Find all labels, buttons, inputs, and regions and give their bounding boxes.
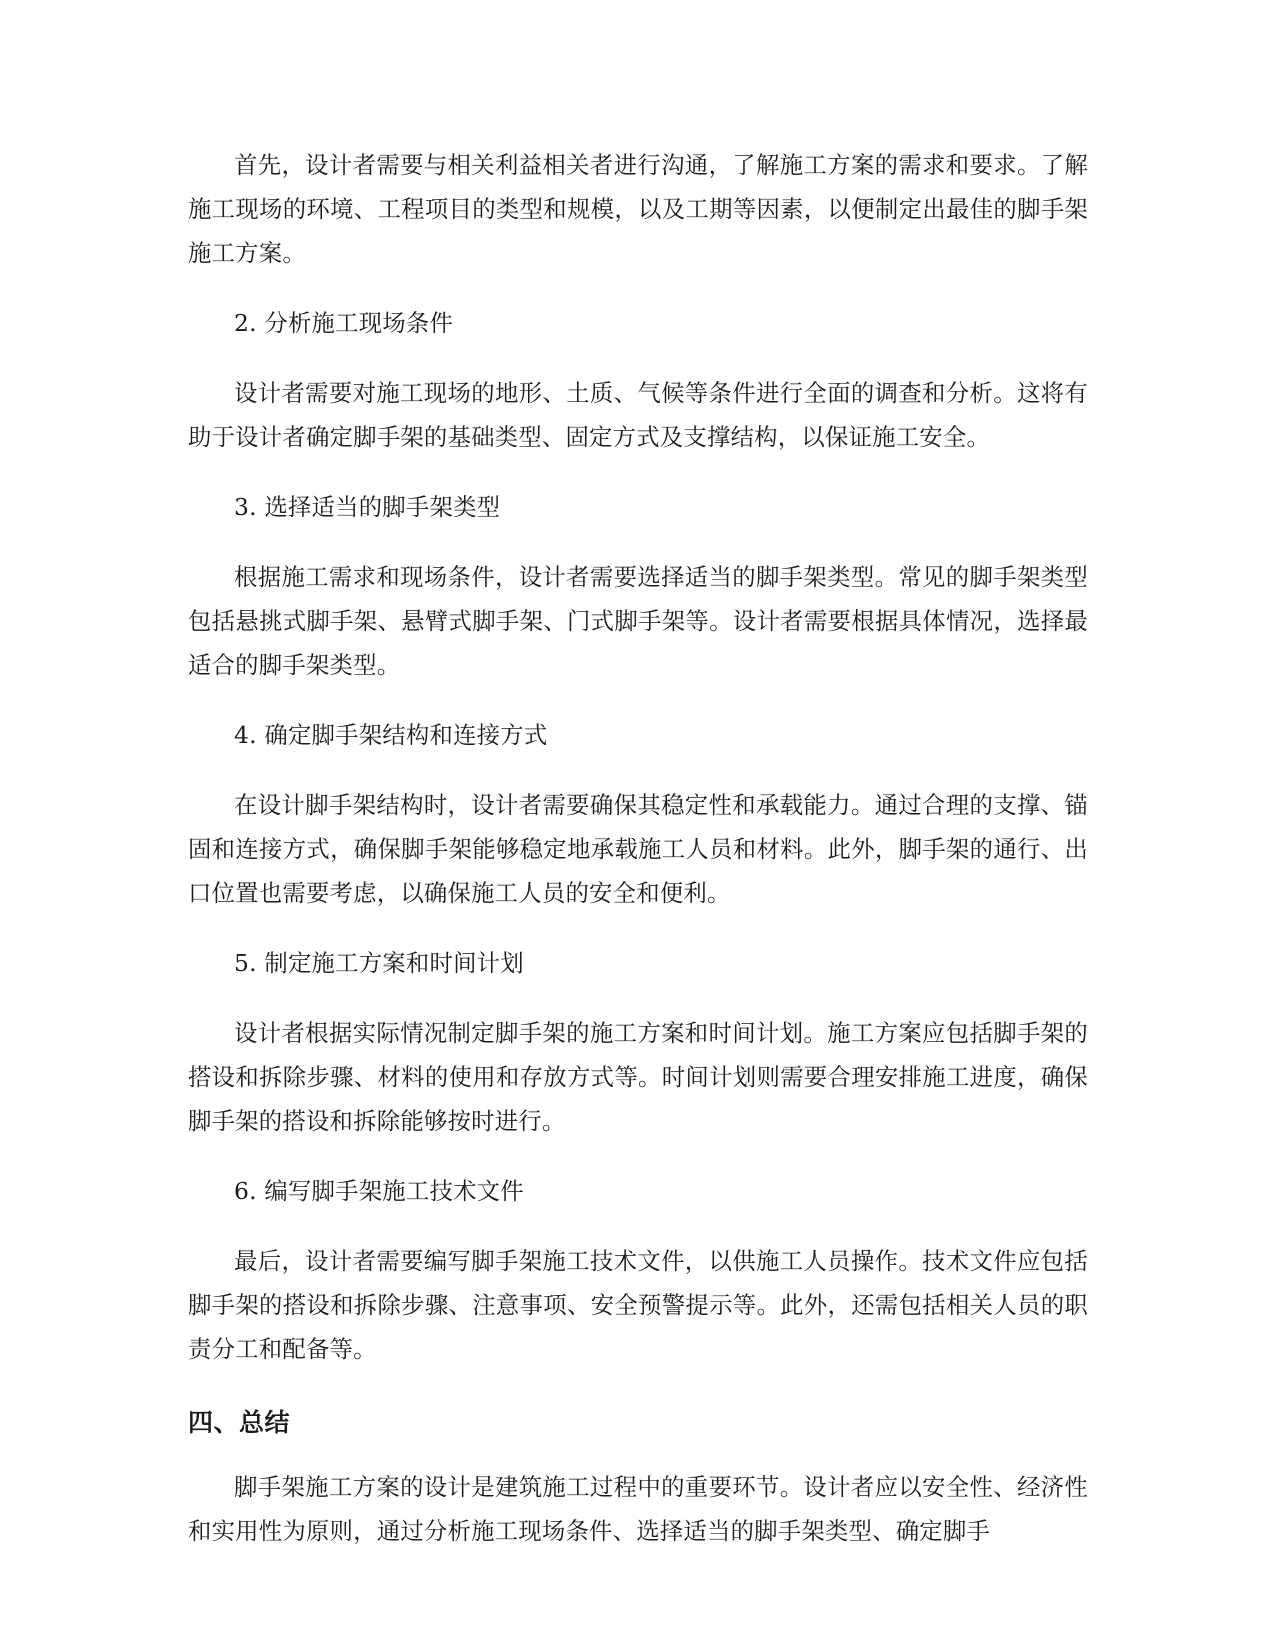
- paragraph-intro: 首先，设计者需要与相关利益相关者进行沟通，了解施工方案的需求和要求。了解施工现场的环境、工程项目的类型和规模，以及工期等因素，以便制定出最佳的脚手架施工方案。: [188, 151, 1088, 267]
- paragraph-6: 最后，设计者需要编写脚手架施工技术文件，以供施工人员操作。技术文件应包括脚手架的搭设和拆除步骤、注意事项、安全预警提示等。此外，还需包括相关人员的职责分工和配备等。: [188, 1247, 1088, 1363]
- section-heading-summary: 四、总结: [188, 1408, 291, 1437]
- paragraph-2: 设计者需要对施工现场的地形、土质、气候等条件进行全面的调查和分析。这将有助于设计者确定脚手架的基础类型、固定方式及支撑结构，以保证施工安全。: [188, 379, 1088, 451]
- item-title-6: 6. 编写脚手架施工技术文件: [234, 1177, 524, 1205]
- document-body: [188, 143, 1088, 1579]
- item-title-4: 4. 确定脚手架结构和连接方式: [234, 721, 548, 749]
- paragraph-summary: 脚手架施工方案的设计是建筑施工过程中的重要环节。设计者应以安全性、经济性和实用性为原则，通过分析施工现场条件、选择适当的脚手架类型、确定脚手: [188, 1473, 1088, 1545]
- item-title-5: 5. 制定施工方案和时间计划: [234, 949, 524, 977]
- paragraph-4: 在设计脚手架结构时，设计者需要确保其稳定性和承载能力。通过合理的支撑、锚固和连接方式，确保脚手架能够稳定地承载施工人员和材料。此外，脚手架的通行、出口位置也需要考虑，以确保施工人员的安全和便利。: [188, 791, 1088, 907]
- item-title-2: 2. 分析施工现场条件: [234, 309, 454, 337]
- item-title-3: 3. 选择适当的脚手架类型: [234, 493, 501, 521]
- paragraph-3: 根据施工需求和现场条件，设计者需要选择适当的脚手架类型。常见的脚手架类型包括悬挑式脚手架、悬臂式脚手架、门式脚手架等。设计者需要根据具体情况，选择最适合的脚手架类型。: [188, 563, 1088, 679]
- paragraph-5: 设计者根据实际情况制定脚手架的施工方案和时间计划。施工方案应包括脚手架的搭设和拆除步骤、材料的使用和存放方式等。时间计划则需要合理安排施工进度，确保脚手架的搭设和拆除能够按时进行。: [188, 1019, 1088, 1135]
